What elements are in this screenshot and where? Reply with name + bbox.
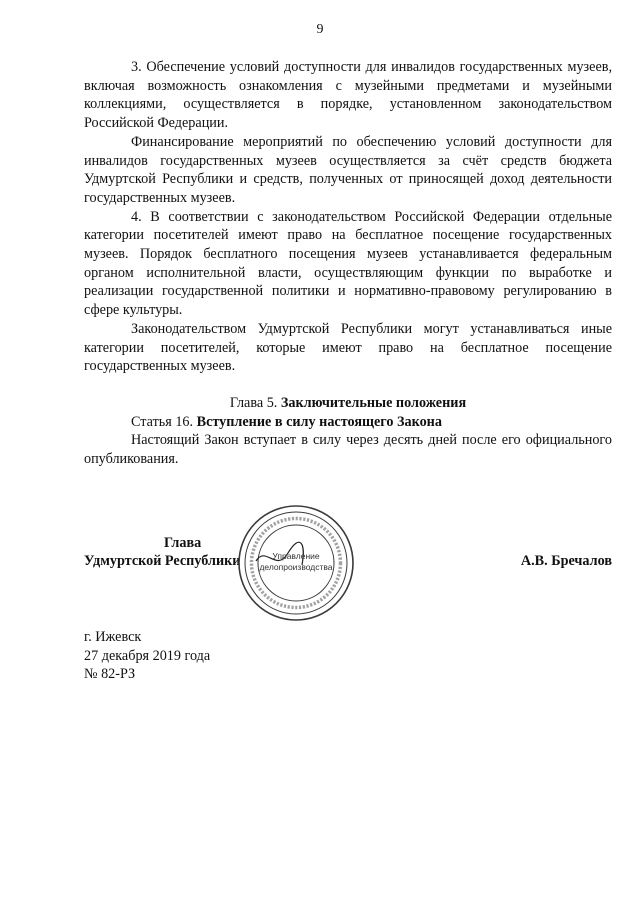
paragraph-3: 3. Обеспечение условий доступности для инвалидов государственных музеев, включая возможность ознакомления с музейными предметами и музейными коллекциями, осуществляется в порядке, установленном законодательством Российской Федерации. (84, 59, 612, 132)
stamp-center-line1: Управление (272, 551, 320, 561)
signer-name: А.В. Бречалов (520, 553, 612, 569)
footer-city: г. Ижевск (84, 629, 142, 645)
footer-number: № 82-РЗ (84, 666, 136, 683)
footer-date: 27 декабря 2019 года (84, 647, 211, 664)
paragraph-4: 4. В соответствии с законодательством Российской Федерации отдельные категории посетителей имеют право на бесплатное посещение государственных музеев. Порядок бесплатного посещения музеев устанавливается федеральным органом исполнительной власти, осуществляющим функции по выработке и реализации государственной политики и нормативно-правовому регулированию в сфере культуры. (84, 208, 612, 319)
paragraph-financing: Финансирование мероприятий по обеспечению условий доступности для инвалидов государственных музеев осуществляется за счёт средств бюджета Удмуртской Республики и средств, полученных от приносящей доход деятельности государственных музеев. (84, 133, 612, 206)
stamp-center-line2: делопроизводства (259, 562, 333, 572)
article-heading (84, 413, 612, 432)
paragraph-entry-into-force: Настоящий Закон вступает в силу через десять дней после его официального опубликования. (84, 432, 612, 468)
official-stamp (236, 503, 356, 623)
chapter-title: Заключительные положения (280, 394, 467, 411)
chapter-label: Глава 5. (229, 394, 278, 411)
page-number: 9 (316, 22, 324, 37)
document-body (84, 58, 612, 469)
document-footer (84, 628, 210, 684)
article-label: Статья 16. (131, 413, 194, 430)
chapter-heading (84, 394, 612, 413)
signer-post-line1: Глава (164, 535, 202, 551)
signer-post-line2: Удмуртской Республики (84, 553, 241, 569)
paragraph-republic-law: Законодательством Удмуртской Республики могут устанавливаться иные категории посетителей, которые имеют право на бесплатное посещение государственных музеев. (84, 320, 612, 375)
article-title: Вступление в силу настоящего Закона (196, 413, 442, 430)
